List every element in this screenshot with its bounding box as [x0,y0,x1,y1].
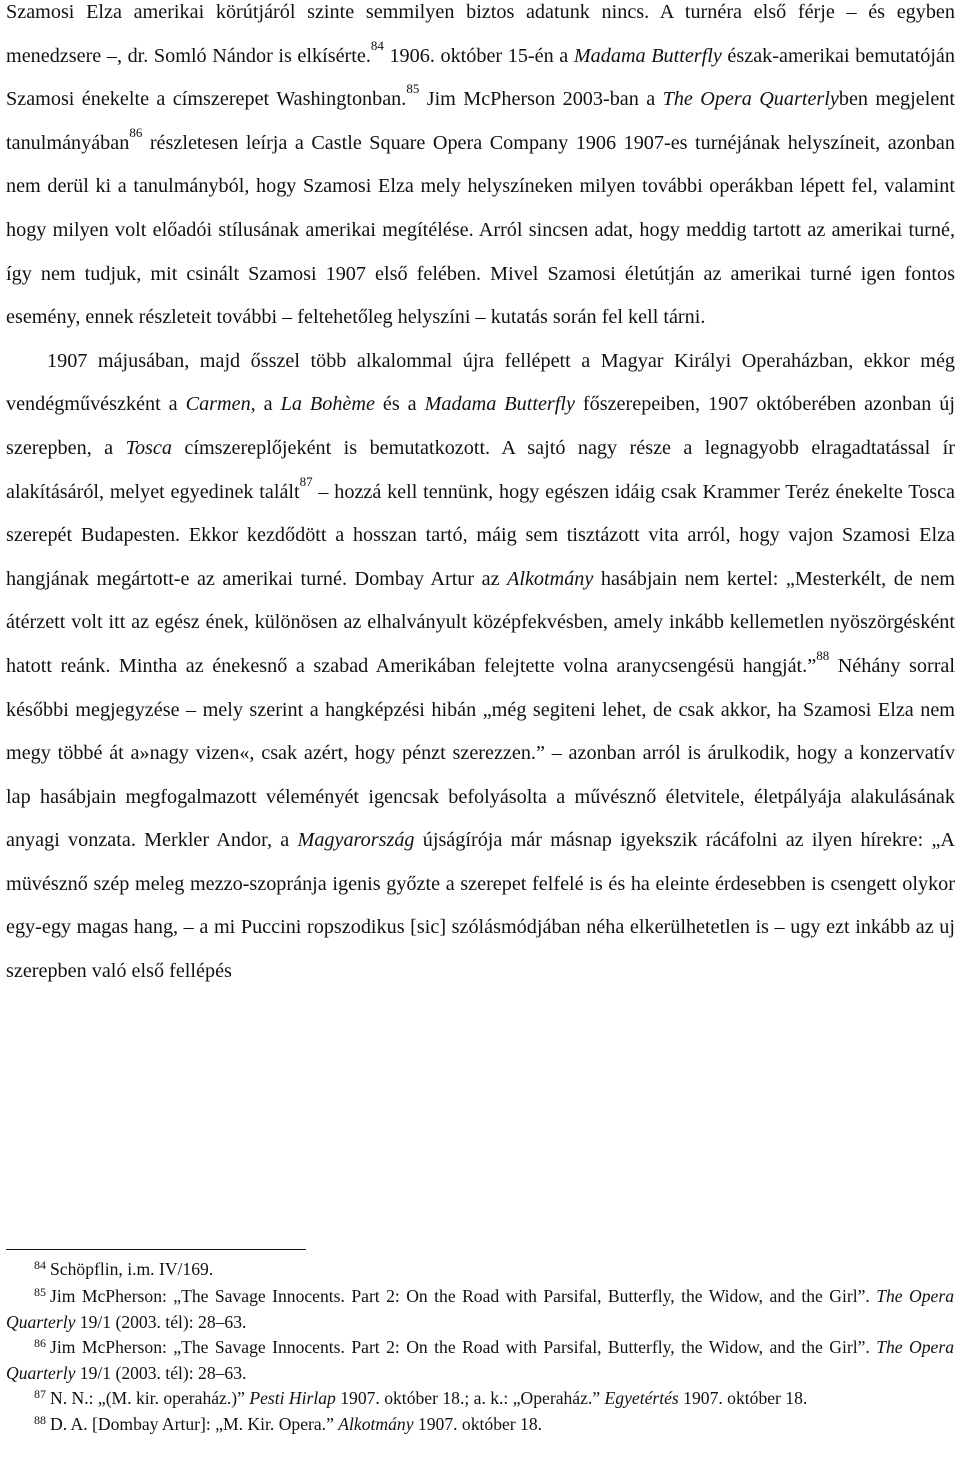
italic-title: The Opera Quarterly [662,88,839,111]
italic-title: Alkotmány [338,1414,414,1434]
text-run: ben megjelent tanulmányában [6,88,955,154]
italic-title: Magyarország [297,829,415,852]
footnote-separator [6,1249,306,1250]
text-run: 1907 májusában, majd ősszel több alkalommal újra fellépett a Magyar Királyi Operaházban, ekkor még vendégművészként a [6,349,955,416]
text-run: főszerepeiben, 1907 októberében azonban új szerepben, a [6,393,955,459]
italic-title: Carmen, [185,393,256,416]
text-run: hasábjain nem kertel: „Mesterkélt, de nem átérzett volt itt az egész ének, különösen az elhalványult középfekvésben, amely inkább kellemetlen nyöszörgésként hatott reánk. Mintha az énekesnő a szabad Amerikában felejtette volna aranycsengésü hangját.” [6,567,956,677]
italic-title: Alkotmány [507,567,594,590]
text-run: 19/1 (2003. tél): 28–63. [75,1312,247,1332]
footnote-reference: 85 [406,81,420,97]
text-run: N. N.: „(M. kir. operaház.)” [50,1387,250,1408]
footnote-reference: 88 [816,648,830,664]
text-run: 1907. október 18. [413,1414,543,1434]
text-run: címszereplőjeként is bemutatkozott. A sajtó nagy része a legnagyobb elragadtatással ír alakításáról, melyet egyedinek talált [6,436,955,503]
footnote-number: 87 [34,1386,46,1401]
body-text [6,0,955,994]
text-run: és a [374,393,425,416]
text-run: újságírója már másnap igyekszik rácáfolni az ilyen hírekre: „A müvésznő szép meleg mezzo-szopránja igenis győzte a szerepet felfelé is és ha eleinte érdesebben is csengett olykor egy-egy magas hang, – a mi Puccini ropszodikus [sic] szólásmódjában néha elkerülhetetlen is – ugy ezt inkább az uj szerepben való első fellépés [6,829,955,983]
italic-title: Egyetértés [604,1387,679,1408]
italic-title: Pesti Hirlap [249,1387,336,1408]
footnote-87 [6,1386,954,1413]
text-run: Jim McPherson: „The Savage Innocents. Part 2: On the Road with Parsifal, Butterfly, the Widow, and the Girl”. [50,1336,877,1357]
paragraph-1 [6,0,955,340]
text-run: részletesen leírja a Castle Square Opera Company 1906 1907-es turnéjának helyszíneit, azonban nem derül ki a tanulmányból, hogy Szamosi Elza mely helyszíneken milyen további operákban lépett fel, valamint hogy milyen volt előadói stílusának amerikai megítélése. Arról sincsen adat, hogy meddig tartott az amerikai turné, így nem tudjuk, mit csinált Szamosi 1907 első felében. Mivel Szamosi életútján az amerikai turné igen fontos esemény, ennek részleteit további – feltehetőleg helyszíni – kutatás során fel kell tárni. [6,131,955,329]
footnote-reference: 86 [129,125,143,141]
footnote-number: 84 [34,1258,46,1272]
paragraph-2 [6,340,955,994]
text-run: 1906. október 15-én a [383,44,574,67]
text-run: Néhány sorral későbbi megjegyzése – mely szerint a hangképzési hibán „még segiteni lehet, de csak akkor, ha Szamosi Elza nem megy többé át a»nagy vizen«, csak azért, hogy pénzt szerezzen.” – azonban arról is árulkodik, hogy a konzervatív lap hasábjain megfogalmazott véleményét igencsak befolyásolta a művésznő életvitele, életpályája alakulásának anyagi vonzata. Merkler Andor, a [6,654,955,852]
footnotes [6,1257,954,1439]
italic-title: Madama Butterfly [424,393,575,416]
italic-title: Tosca [125,436,172,459]
footnote-reference: 87 [299,473,313,489]
footnote-86 [6,1335,954,1386]
footnote-number: 86 [34,1335,46,1350]
italic-title: Madama Butterfly [573,44,722,67]
footnote-reference: 84 [370,37,384,53]
text-run: 1907. október 18.; a. k.: „Operaház.” [335,1387,605,1408]
italic-title: The Opera Quarterly [6,1285,954,1332]
text-run: a [255,393,281,416]
text-run: Szamosi Elza amerikai körútjáról szinte semmilyen biztos adatunk nincs. A turnéra első férje – és egyben menedzsere –, dr. Somló Nándor is elkísérte. [6,1,955,67]
footnote-number: 88 [34,1413,46,1427]
text-run: 1907. október 18. [678,1387,808,1408]
italic-title: The Opera Quarterly [6,1336,954,1383]
text-run: D. A. [Dombay Artur]: „M. Kir. Opera.” [50,1414,339,1434]
text-run: – hozzá kell tennünk, hogy egészen idáig csak Krammer Teréz énekelte Tosca szerepét Budapesten. Ekkor kezdődött a hosszan tartó, máig sem tisztázott vita arról, hogy vajon Szamosi Elza hangjának megártott-e az amerikai turné. Dombay Artur az [6,480,955,590]
footnote-number: 85 [34,1284,46,1299]
footnote-88 [6,1412,954,1439]
footnote-84 [6,1257,954,1284]
text-run: észak-amerikai bemutatóján Szamosi énekelte a címszerepet Washingtonban. [6,44,955,111]
text-run: 19/1 (2003. tél): 28–63. [75,1363,247,1383]
text-run: Jim McPherson: „The Savage Innocents. Part 2: On the Road with Parsifal, Butterfly, the Widow, and the Girl”. [50,1285,877,1306]
text-run: Schöpflin, i.m. IV/169. [50,1259,214,1279]
text-run: Jim McPherson 2003-ban a [419,88,663,111]
footnote-85 [6,1284,954,1335]
italic-title: La Bohème [280,393,375,416]
